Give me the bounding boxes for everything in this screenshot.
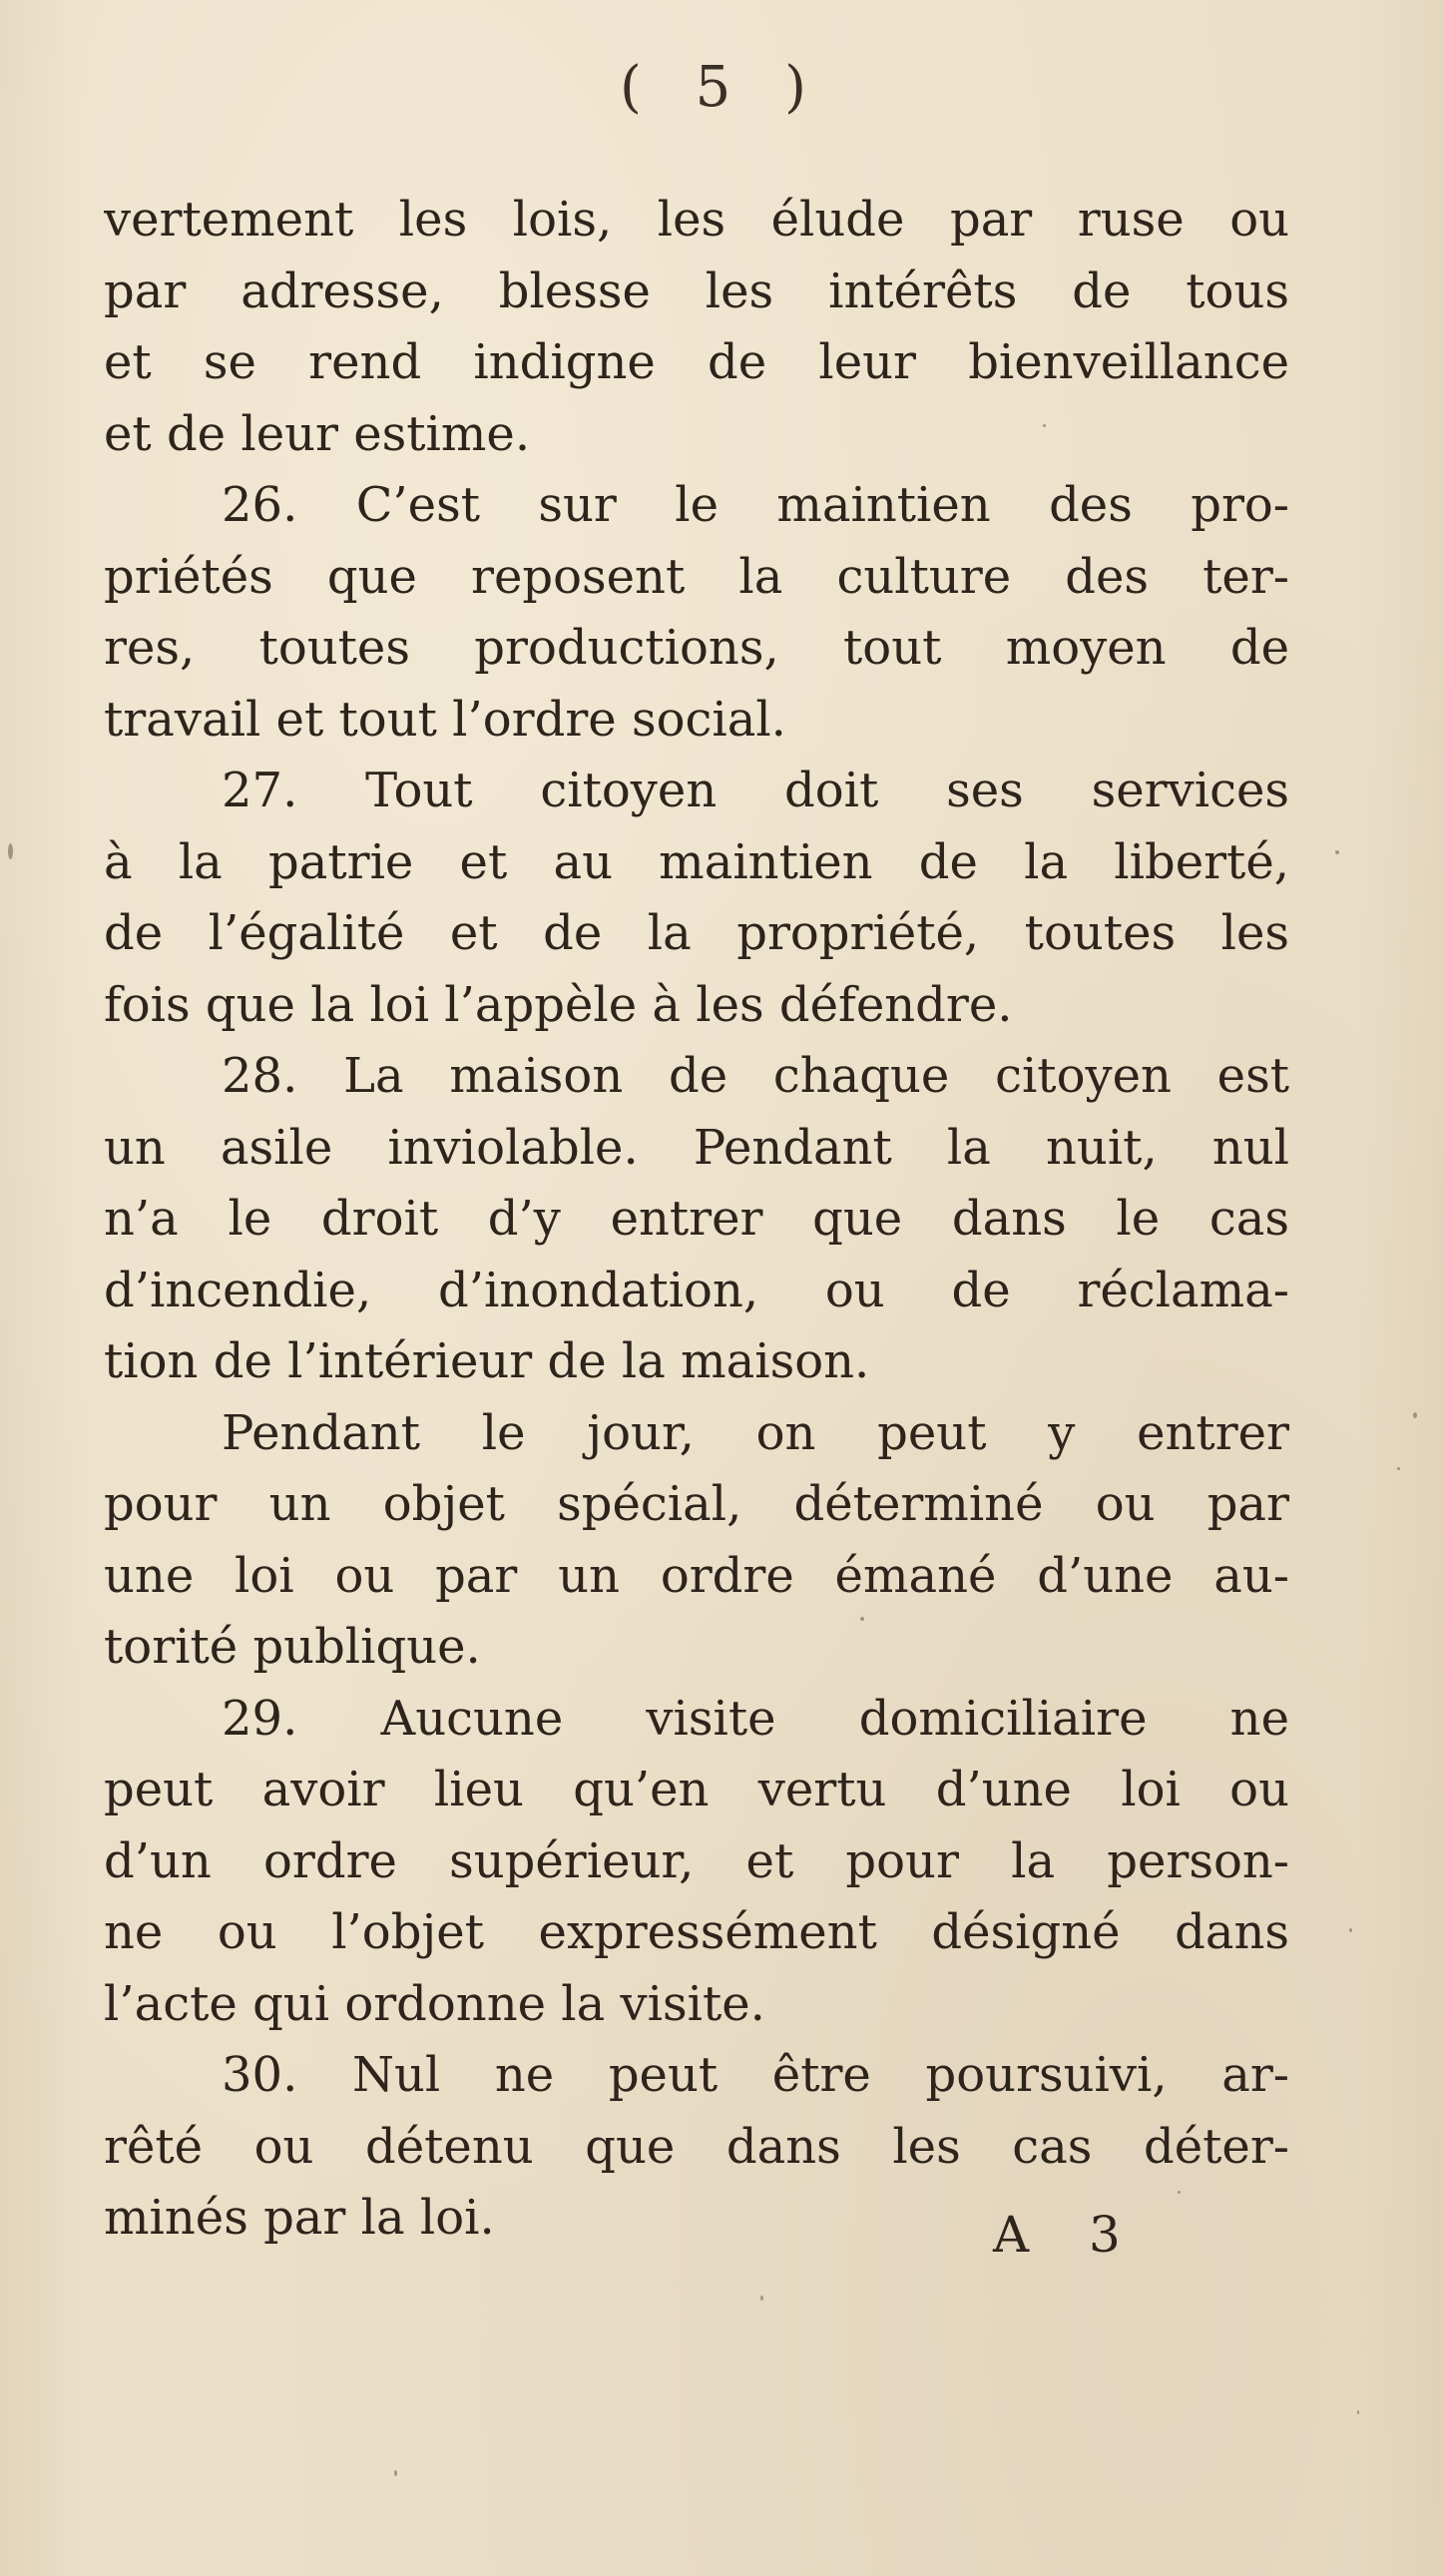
text-line: à la patrie et au maintien de la liberté, — [104, 833, 1289, 890]
paper-speck — [1335, 850, 1339, 854]
text-line: minés par la loi. — [104, 2190, 495, 2246]
paper-speck — [8, 843, 13, 859]
paper-speck — [1357, 2410, 1359, 2414]
text-line: d’incendie, d’inondation, ou de réclama- — [104, 1262, 1289, 1318]
article-27-start: 27. Tout citoyen doit ses services — [222, 763, 1289, 818]
paper-speck — [760, 2296, 763, 2301]
text-line: peut avoir lieu qu’en vertu d’une loi ou — [104, 1762, 1289, 1817]
text-line: vertement les lois, les élude par ruse ou — [104, 192, 1289, 248]
text-line: torité publique. — [104, 1619, 481, 1675]
body-text — [104, 185, 1289, 2255]
text-line: de l’égalité et de la propriété, toutes les — [104, 905, 1289, 961]
paper-speck — [394, 2470, 397, 2476]
text-line: l’acte qui ordonne la visite. — [104, 1975, 765, 2032]
text-line: une loi ou par un ordre émané d’une au- — [104, 1547, 1289, 1604]
text-line: et se rend indigne de leur bienveillance — [104, 334, 1289, 390]
text-line: et de leur estime. — [104, 405, 531, 462]
article-26-start: 26. C’est sur le maintien des pro- — [222, 477, 1289, 533]
signature-mark: A 3 — [993, 2206, 1143, 2264]
text-line: ne ou l’objet expressément désigné dans — [104, 1904, 1289, 1960]
paper-speck — [1413, 1412, 1417, 1418]
paragraph-start: Pendant le jour, on peut y entrer — [222, 1404, 1289, 1461]
article-29-start: 29. Aucune visite domiciliaire ne — [222, 1690, 1289, 1747]
text-line: par adresse, blesse les intérêts de tous — [104, 262, 1289, 319]
text-line: travail et tout l’ordre social. — [104, 691, 786, 748]
text-line: pour un objet spécial, déterminé ou par — [104, 1476, 1289, 1532]
paper-speck — [1178, 2191, 1181, 2194]
paper-speck — [860, 1617, 864, 1621]
text-line: fois que la loi l’appèle à les défendre. — [104, 976, 1013, 1033]
paper-speck — [1397, 1467, 1400, 1470]
article-30-start: 30. Nul ne peut être poursuivi, ar- — [222, 2047, 1289, 2103]
text-line: d’un ordre supérieur, et pour la person- — [104, 1832, 1289, 1889]
text-line: n’a le droit d’y entrer que dans le cas — [104, 1191, 1289, 1247]
page-number: ( 5 ) — [620, 55, 824, 120]
text-line: tion de l’intérieur de la maison. — [104, 1333, 870, 1389]
paper-speck — [1349, 1928, 1352, 1932]
text-line: priétés que reposent la culture des ter- — [104, 548, 1289, 605]
text-line: res, toutes productions, tout moyen de — [104, 620, 1289, 676]
paper-speck — [1043, 424, 1046, 427]
article-28-start: 28. La maison de chaque citoyen est — [222, 1048, 1289, 1104]
text-line: un asile inviolable. Pendant la nuit, nul — [104, 1119, 1289, 1176]
text-line: rêté ou détenu que dans les cas déter- — [104, 2118, 1289, 2175]
